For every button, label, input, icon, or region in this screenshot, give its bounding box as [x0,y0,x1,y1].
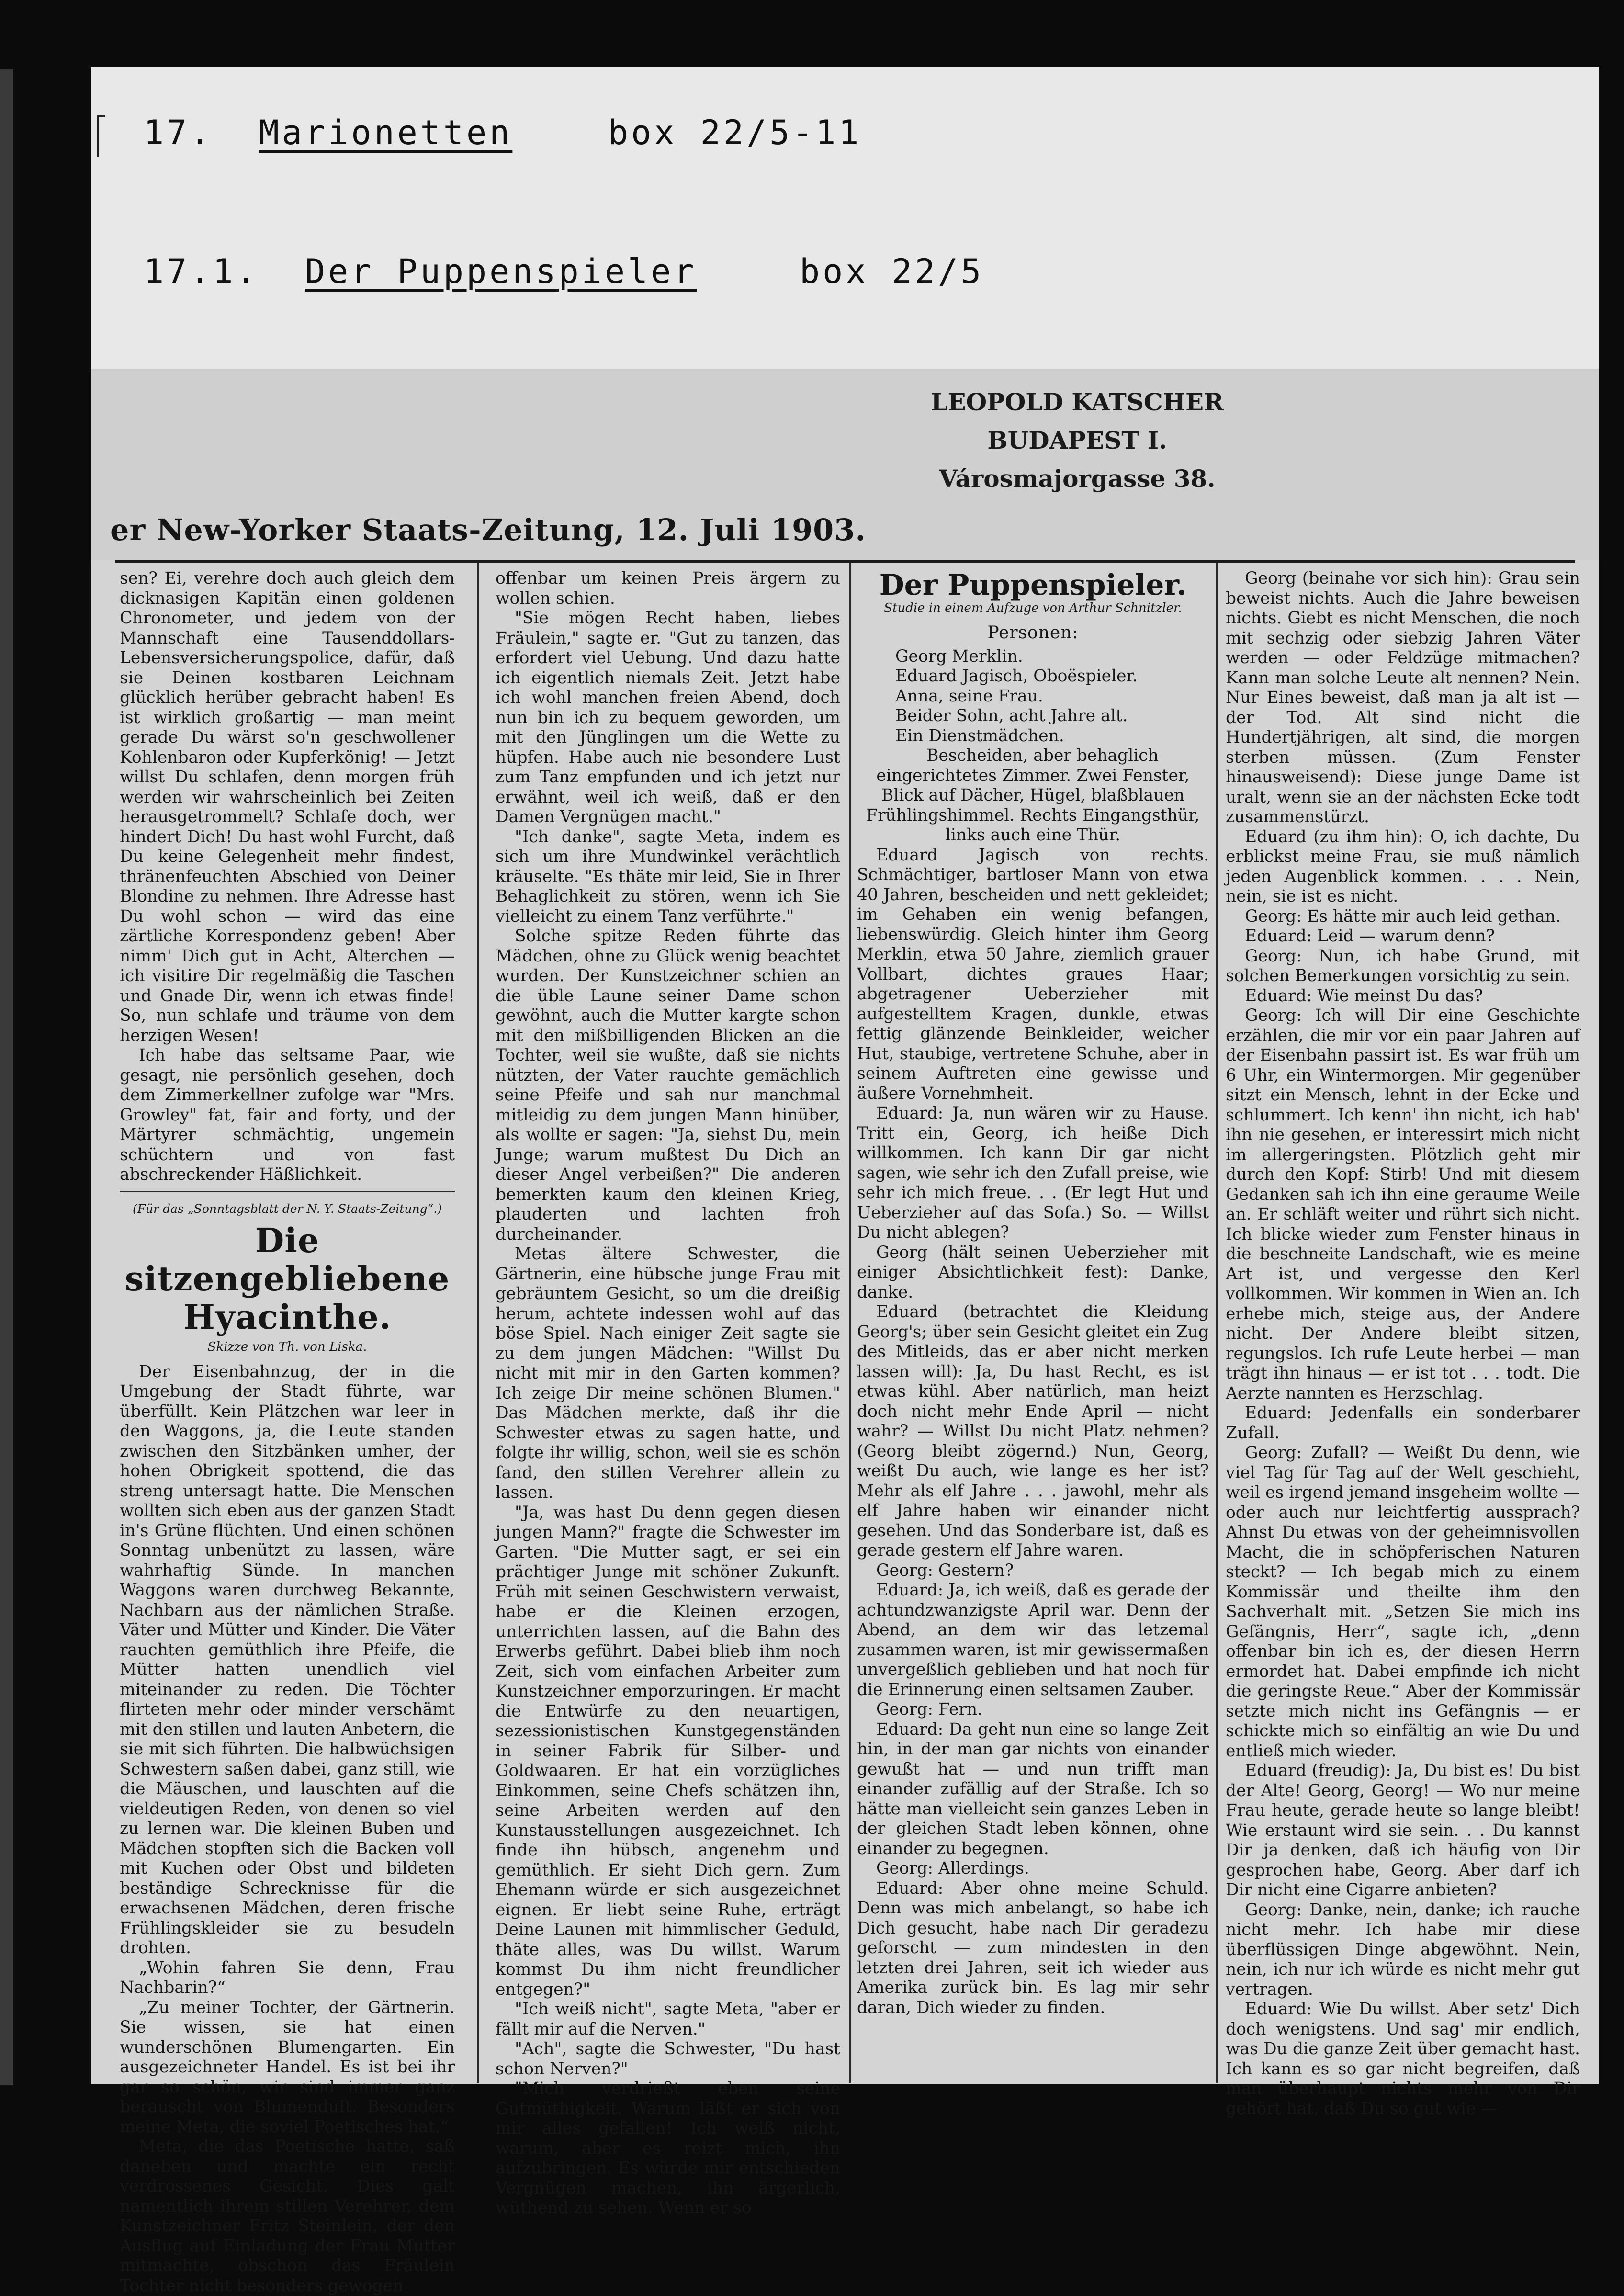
cast-member: Ein Dienstmädchen. [895,726,1064,746]
story-headline: Die sitzengebliebene Hyacinthe. [124,1221,450,1337]
paragraph: Eduard (betrachtet die Kleidung Georg's; über sein Gesicht gleitet ein Zug des Mitleids, das er aber nicht merken lassen will): Ja, Du hast Recht, es ist etwas kühl. Aber natürlich, man heizt doch nicht mehr Ende April — nicht wahr? — Willst Du nicht Platz nehmen? (Georg bleibt zögernd.) Nun, Georg, weißt Du auch, wie lange es her ist? Mehr als elf Jahre . . . jawohl, mehr als elf Jahre haben wir einander nicht gesehen. Und das Sonderbare ist, daß es gerade gestern elf Jahre waren. [857,1302,1209,1560]
paragraph: Eduard (zu ihm hin): O, ich dachte, Du erblickst meine Frau, sie muß nämlich jeden Augenblick kommen. . . . Nein, nein, sie ist es nicht. [1226,827,1580,906]
article-column-4 [1226,569,1580,2118]
play-title: Der Puppenspieler. [879,568,1187,602]
paragraph: Eduard Jagisch von rechts. Schmächtiger, bartloser Mann von etwa 40 Jahren, bescheiden und nett gekleidet; im Gehaben ein wenig befangen, liebenswürdig. Gleich hinter ihm Georg Merklin, etwa 50 Jahre, ziemlich grauer Vollbart, dichtes graues Haar; abgetragener Ueberzieher mit aufgestelltem Kragen, dunkle, etwas fettig glänzende Beinkleider, weicher Hut, staubige, vertretene Schuhe, aber in seinem Auftreten eine gewisse und äußere Vornehmheit. [857,845,1209,1103]
divider [120,1191,455,1192]
header-rule [115,560,1575,563]
paragraph: "Ja, was hast Du denn gegen diesen jungen Mann?" fragte die Schwester im Garten. "Die Mutter sagt, er sei ein prächtiger Junge mit schöner Zukunft. Früh mit seinen Geschwistern verwaist, habe er die Kleinen erzogen, unterrichten lassen, auf die Bahn des Erwerbs geführt. Dabei blieb ihm noch Zeit, sich vom einfachen Arbeiter zum Kunstzeichner emporzuringen. Er macht die Entwürfe zu den neuartigen, sezessionistischen Kunstgegenständen in seiner Fabrik für Silber- und Goldwaaren. Er hat ein vorzügliches Einkommen, seine Chefs schätzen ihn, seine Arbeiten werden auf den Kunstausstellungen ausgezeichnet. Ich finde ihn hübsch, angenehm und gemüthlich. Er sieht Dich gern. Zum Ehemann würde er sich ausgezeichnet eignen. Er liebt seine Ruhe, erträgt Deine Launen mit himmlischer Geduld, thäte alles, was Du willst. Warum kommst Du ihm nicht freundlicher entgegen?" [496,1503,840,1999]
paragraph: Eduard: Aber ohne meine Schuld. Denn was mich anbelangt, so habe ich Dich gesucht, habe nach Dir geradezu geforscht — zum mindesten in den letzten drei Jahren, seit ich wieder aus Amerika zurück bin. Es lag mir sehr daran, Dich wieder zu finden. [857,1878,1209,2017]
paragraph: Ich habe das seltsame Paar, wie gesagt, nie persönlich gesehen, doch dem Zimmerkellner zufolge war "Mrs. Growley" fat, fair and forty, und der Märtyrer schmächtig, ungemein schüchtern und von fast abschreckender Häßlichkeit. [120,1046,455,1184]
catalog-title-2: Der Puppenspieler [305,252,697,291]
paragraph: Der Eisenbahnzug, der in die Umgebung der Stadt führte, war überfüllt. Kein Plätzchen war leer in den Waggons, ja, die Leute standen zwischen den Sitzbänken umher, der hohen Obrigkeit spottend, die das streng untersagt hatte. Die Menschen wollten sich eben aus der ganzen Stadt in's Grüne flüchten. Und einen schönen Sonntag unbenützt zu lassen, wäre wahrhaftig Sünde. In manchen Waggons waren durchweg Bekannte, Nachbarn aus der nämlichen Straße. Väter und Mütter und Kinder. Die Väter rauchten gemüthlich ihre Pfeife, die Mütter hatten unendlich viel miteinander zu reden. Die Töchter flirteten mehr oder minder verschämt mit den stillen und lauten Anbetern, die sie mit sich führten. Die halbwüchsigen Schwestern saßen dabei, ganz still, wie die Mäuschen, und lauschten auf die vieldeutigen Reden, von denen so viel zu lernen war. Die kleinen Buben und Mädchen stopften sich die Backen voll mit Kuchen oder Obst und bildeten beständige Schrecknisse für die erwachsenen Mädchen, deren frische Frühlingskleider sie zu besudeln drohten. [120,1362,455,1957]
catalog-label-area [91,67,1599,369]
column-divider [849,563,851,2083]
paragraph: Georg (hält seinen Ueberzieher mit einiger Absichtlichkeit fest): Danke, danke. [857,1243,1209,1302]
corner-mark [97,115,105,157]
paragraph: Georg: Danke, nein, danke; ich rauche nicht mehr. Ich habe mir diese überflüssigen Dinge abgewöhnt. Nein, nein, ich nur ich würde es nicht mehr gut vertragen. [1226,1900,1580,1999]
article-column-1 [120,569,455,2296]
owner-stamp [905,383,1250,498]
catalog-title-1: Marionetten [259,113,513,152]
clipping-header [91,369,1599,560]
cast-member: Eduard Jagisch, Oboëspieler. [895,667,1138,686]
catalog-number-1: 17. [144,113,213,152]
newspaper-masthead: er New-Yorker Staats-Zeitung, 12. Juli 1903. [110,512,866,547]
paragraph: Georg: Nun, ich habe Grund, mit solchen Bemerkungen vorsichtig zu sein. [1226,946,1580,985]
stamp-name: LEOPOLD KATSCHER [931,388,1224,416]
paragraph: "Mich verdrießt eben seine Gutmüthigkeit. Warum läßt er sich von mir alles gefallen! Ich weiß nicht, warum, aber es reizt mich, ihn aufzubringen. Es würde mir entschieden Vergnügen machen, ihn ärgerlich, wüthend zu sehen. Wenn er so [496,2079,840,2217]
stamp-street: Városmajorgasse 38. [939,464,1216,493]
paragraph: Eduard: Leid — warum denn? [1245,927,1495,946]
paragraph: "Sie mögen Recht haben, liebes Fräulein," sagte er. "Gut zu tanzen, das erfordert viel Uebung. Und dazu hatte ich eigentlich niemals Zeit. Jetzt habe ich wohl manchen freien Abend, doch nun bin ich zu bequem geworden, um mit den Jünglingen um die Wette zu hüpfen. Habe auch nie besondere Lust zum Tanz empfunden und ich jetzt nur erwähnt, weil ich weiß, daß er den Damen Vergnügen macht." [496,609,840,826]
stamp-city: BUDAPEST I. [987,426,1167,454]
catalog-box-2: box 22/5 [800,252,984,291]
paragraph: offenbar um keinen Preis ärgern zu wollen schien. [496,569,840,608]
paragraph: Eduard: Da geht nun eine so lange Zeit hin, in der man gar nichts von einander gewußt hat — und nun trifft man einander zufällig auf der Straße. Ich so hätte man vielleicht sein ganzes Leben in der gleichen Stadt leben können, ohne einander zu begegnen. [857,1719,1209,1858]
column-divider [1216,563,1218,2083]
persons-heading: Personen: [987,623,1079,643]
paragraph: Georg: Zufall? — Weißt Du denn, wie viel Tag für Tag auf der Welt geschieht, weil es irgend jemand insgeheim wollte — oder auch nur leichtfertig aussprach? Ahnst Du etwas von der geheimnisvollen Macht, die in schöpferischen Naturen steckt? — Ich begab mich zu einem Kommissär und theilte ihm den Sachverhalt mit. „Setzen Sie mich ins Gefängnis, Herr“, sagte ich, „denn offenbar bin ich es, der diesen Herrn ermordet hat. Dabei empfinde ich nicht die geringste Reue.“ Aber der Kommissär setzte mich nicht ins Gefängnis — er schickte mich so einfältig an wie Du und entließ mich wieder. [1226,1443,1580,1761]
paragraph: sen? Ei, verehre doch auch gleich dem dicknasigen Kapitän einen goldenen Chronometer, und jedem von der Mannschaft eine Tausenddollars-Lebensversicherungspolice, dafür, daß sie Deinen kostbaren Leichnam glücklich herüber gebracht haben! Es ist wirklich großartig — man meint gerade Du wärst so'n geschwollener Kohlenbaron oder Kupferkönig! — Jetzt willst Du schlafen, denn morgen früh werden wir wahrscheinlich bei Zeiten herausgetrommelt? Schlafe doch, wer hindert Dich! Du hast wohl Furcht, daß Du keine Gelegenheit mehr findest, thränenfeuchten Abschied von Deiner Blondine zu nehmen. Ihre Adresse hast Du wohl schon — wird das eine zärtliche Korrespondenz geben! Aber nimm' Dich gut in Acht, Alterchen — ich visitire Dir regelmäßig die Taschen und Gnade Dir, wenn ich etwas finde! So, nun schlafe und träume von dem herzigen Wesen! [120,569,455,1045]
paragraph: Georg: Gestern? [876,1561,1014,1580]
column-divider [477,563,479,2083]
cast-member: Georg Merklin. [895,646,1023,666]
paragraph: Eduard: Ja, nun wären wir zu Hause. Tritt ein, Georg, ich heiße Dich willkommen. Ich kann Dir gar nicht sagen, wie sehr ich den Zufall preise, wie sehr ich mich freue. . . (Er legt Hut und Ueberzieher auf das Sofa.) So. — Willst Du nicht ablegen? [857,1104,1209,1242]
paragraph: Metas ältere Schwester, die Gärtnerin, eine hübsche junge Frau mit gebräuntem Gesicht, so um die dreißig herum, achtete indessen wohl auf das böse Spiel. Nach einiger Zeit sagte sie zu dem jungen Mädchen: "Willst Du nicht mit mir in den Garten kommen? Ich zeige Dir meine schönen Blumen." Das Mädchen merkte, daß ihr die Schwester etwas zu sagen hatte, und folgte ihr willig, schon, weil sie es schön fand, den stillen Verehrer allein zu lassen. [496,1244,840,1502]
paragraph: Meta, die das Poetische hatte, saß daneben und machte ein recht verdrossenes Gesicht. Dies galt namentlich ihrem stillen Verehrer, dem Kunstzeichner Fritz Steinlein, der den Ausflug auf Einladung der Frau Mutter mitmachte, obschon das Fräulein Tochter nicht besonders gewogen [120,2137,455,2296]
paragraph: Georg: Es hätte mir auch leid gethan. [1245,906,1561,926]
paragraph: Eduard (freudig): Ja, Du bist es! Du bist der Alte! Georg, Georg! — Wo nur meine Frau heute, gerade heute so lange bleibt! Wie erstaunt wird sie sein. . . Du kannst Dir ja denken, daß ich häufig von Dir gesprochen habe, Georg. Aber darf ich Dir nicht eine Cigarre anbieten? [1226,1761,1580,1900]
paragraph: Solche spitze Reden führte das Mädchen, ohne zu Glück wenig beachtet wurden. Der Kunstzeichner schien an die üble Laune seiner Dame schon gewöhnt, auch die Mutter kargte schon mit den mißbilligenden Blicken an die Tochter, weil sie wußte, daß sie nichts nützten, der Vater rauchte gemächlich seine Pfeife und sah nur manchmal mitleidig zu dem jungen Mann hinüber, als wollte er sagen: "Ja, siehst Du, mein Junge; warum mußtest Du Dich an dieser Angel verbeißen?" Die anderen bemerkten kaum den kleinen Krieg, plauderten und lachten froh durcheinander. [496,927,840,1244]
catalog-box-1: box 22/5-11 [608,113,862,152]
catalog-line-1 [144,113,512,152]
paragraph: Georg (beinahe vor sich hin): Grau sein beweist nichts. Auch die Jahre beweisen nichts. Giebt es nicht Menschen, die noch mit sechzig oder siebzig Jahren Väter werden — oder Feldzüge mitmachen? Kann man solche Leute alt nennen? Nein. Nur Eines beweist, daß man ja alt ist — der Tod. Alt sind nicht die Hundertjährigen, alt sind, die morgen sterben müssen. (Zum Fenster hinausweisend): Diese junge Dame ist uralt, wenn sie an der nächsten Ecke todt zusammenstürzt. [1226,569,1580,826]
cast-list [857,647,1209,746]
paragraph: Eduard: Wie Du willst. Aber setz' Dich doch wenigstens. Und sag' mir endlich, was Du die ganze Zeit über gemacht hast. Ich kann es so gar nicht begreifen, daß man überhaupt nichts mehr von Dir gehört hat, daß Du so gut wie — [1226,2000,1580,2118]
article-column-2 [496,569,840,2217]
adjacent-page-edge [0,69,13,2085]
paragraph: Georg: Ich will Dir eine Geschichte erzählen, die mir vor ein paar Jahren auf der Eisenbahn passirt ist. Es war früh um 6 Uhr, ein Wintermorgen. Mir gegenüber sitzt ein Mensch, lehnt in der Ecke und schlummert. Ich kenn' ihn nicht, ich hab' ihn nie gesehen, er interessirt mich nicht im allergeringsten. Plötzlich geht mir durch den Kopf: Stirb! Und mit diesem Gedanken sah ich ihn eine geraume Weile an. Er schläft weiter und rührt sich nicht. Ich blicke wieder zum Fenster hinaus in die beschneite Landschaft, wie es meine Art ist, und vergesse den Kerl vollkommen. Wir kommen in Wien an. Ich erhebe mich, steige aus, der Andere nicht. Der Andere bleibt sitzen, regungslos. Ich rufe Leute herbei — man trägt ihn hinaus — er ist tot . . . todt. Die Aerzte nannten es Herzschlag. [1226,1006,1580,1403]
article-column-3 [857,569,1209,2082]
paragraph: Georg: Fern. [876,1700,983,1719]
cast-member: Anna, seine Frau. [895,686,1043,706]
paragraph: "Ich danke", sagte Meta, indem es sich um ihre Mundwinkel verächtlich kräuselte. "Es thäte mir leid, Sie in Ihrer Behaglichkeit zu stören, wenn ich Sie vielleicht zu einem Tanz verführte." [496,827,840,926]
paragraph: "Ach", sagte die Schwester, "Du hast schon Nerven?" [496,2039,840,2079]
paragraph: "Ich weiß nicht", sagte Meta, "aber er fällt mir auf die Nerven." [496,2000,840,2039]
paragraph: Eduard: Jedenfalls ein sonderbarer Zufall. [1226,1403,1580,1443]
catalog-line-2 [144,252,697,291]
newspaper-clipping [91,369,1599,2296]
paragraph: Eduard: Wie meinst Du das? [1245,986,1483,1006]
paragraph: Georg: Allerdings. [876,1859,1029,1878]
archive-sheet [91,67,1599,2296]
paragraph: „Wohin fahren Sie denn, Frau Nachbarin?“ [120,1958,455,1997]
stage-setting: Bescheiden, aber behaglich eingerichtetes Zimmer. Zwei Fenster, Blick auf Dächer, Hügel, blaßblauen Frühlingshimmel. Rechts Eingangsthür, links auch eine Thür. [866,746,1200,845]
catalog-number-2: 17.1. [144,252,259,291]
source-credit: (Für das „Sonntagsblatt der N. Y. Staats-Zeitung“.) [132,1201,442,1216]
story-byline: Skizze von Th. von Liska. [207,1340,367,1354]
paragraph: Eduard: Ja, ich weiß, daß es gerade der achtundzwanzigste April war. Denn der Abend, an dem wir das letzemal zusammen waren, ist mir gewissermaßen unvergeßlich geblieben und hat noch für die Erinnerung einen seltsamen Zauber. [857,1581,1209,1699]
cast-member: Beider Sohn, acht Jahre alt. [895,706,1128,725]
play-subtitle: Studie in einem Aufzuge von Arthur Schnitzler. [884,600,1182,615]
paragraph: „Zu meiner Tochter, der Gärtnerin. Sie wissen, sie hat einen wunderschönen Blumengarten. Ein ausgezeichneter Handel. Es ist bei ihr gar so schön, wir sind immer ganz berauscht von Blumenduft. Besonders meine Meta, die soviel Poetisches hat.“ [120,1998,455,2137]
